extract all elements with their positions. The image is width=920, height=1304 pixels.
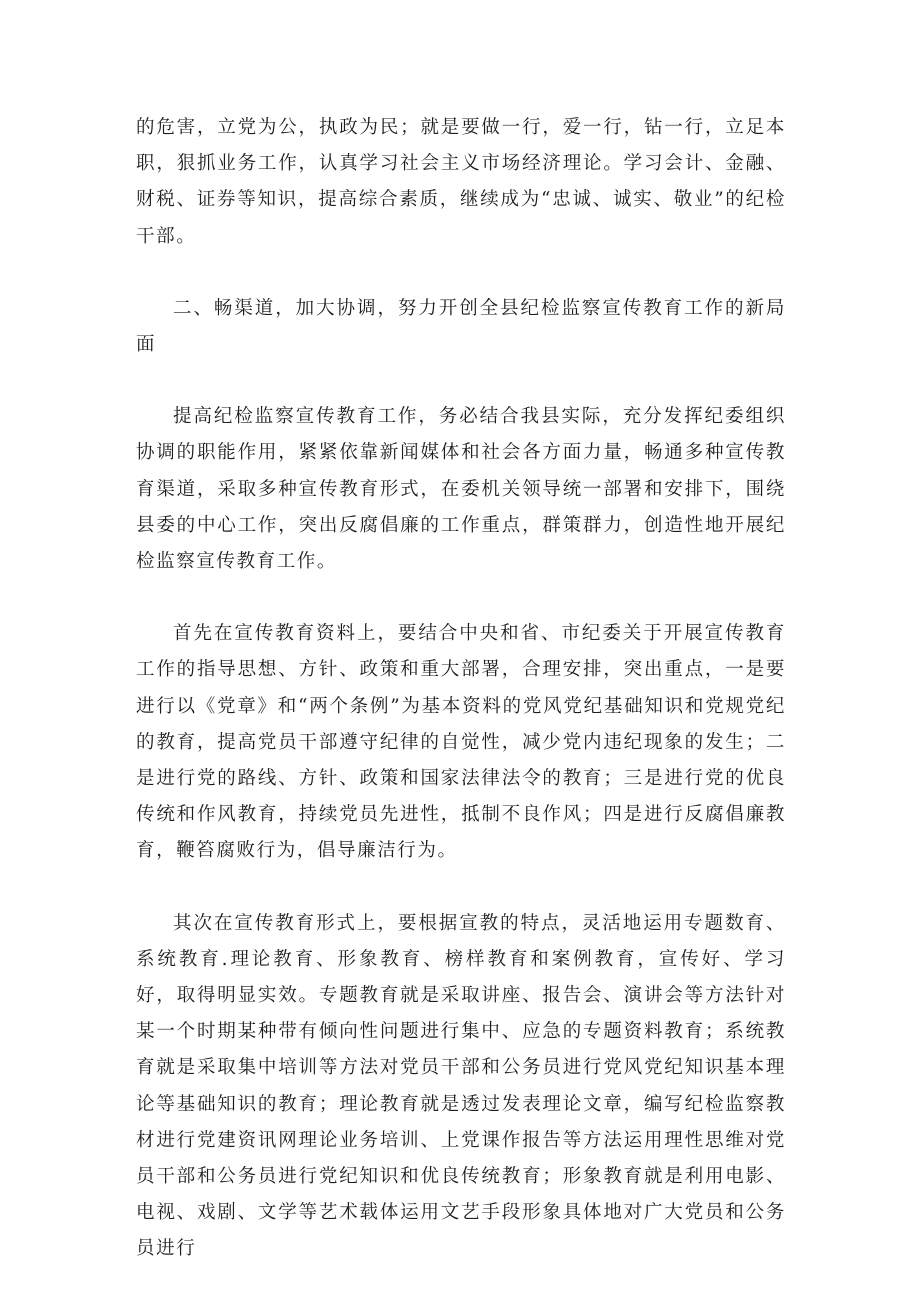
paragraph-body: 首先在宣传教育资料上，要结合中央和省、市纪委关于开展宣传教育工作的指导思想、方针、政策和重大部署，合理安排，突出重点，一是要进行以《党章》和“两个条例”为基本资料的党风党纪基础知识和党规党纪的教育，提高党员干部遵守纪律的自觉性，减少党内违纪现象的发生；二是进行党的路线、方针、政策和国家法律法令的教育；三是进行党的优良传统和作风教育，持续党员先进性，抵制不良作风；四是进行反腐倡廉教育，鞭笞腐败行为，倡导廉洁行为。 bbox=[136, 623, 786, 862]
section-heading: 二、畅渠道，加大协调，努力开创全县纪检监察宣传教育工作的新局面 bbox=[136, 297, 786, 356]
paragraph-body: 其次在宣传教育形式上，要根据宣教的特点，灵活地运用专题数育、系统教育.理论教育、形象教育、榜样教育和案例教育，宣传好、学习好，取得明显实效。专题教育就是采取讲座、报告会、演讲会等方法针对某一个时期某种带有倾向性问题进行集中、应急的专题资料教育；系统教育就是采取集中培训等方法对党员干部和公务员进行党风党纪知识基本理论等基础知识的教育；理论教育就是透过发表理论文章，编写纪检监察教材进行党建资讯网理论业务培训、上党课作报告等方法运用理性思维对党员干部和公务员进行党纪知识和优良传统教育；形象教育就是利用电影、电视、戏剧、文学等艺术载体运用文艺手段形象具体地对广大党员和公务员进行 bbox=[136, 912, 786, 1260]
paragraph-continuation: 的危害，立党为公，执政为民；就是要做一行，爱一行，钻一行，立足本职，狠抓业务工作，认真学习社会主义市场经济理论。学习会计、金融、财税、证券等知识，提高综合素质，继续成为“忠诚、诚实、敬业”的纪检干部。 bbox=[136, 117, 786, 247]
paragraph-body: 提高纪检监察宣传教育工作，务必结合我县实际，充分发挥纪委组织协调的职能作用，紧紧依靠新闻媒体和社会各方面力量，畅通多种宣传教育渠道，采取多种宣传教育形式，在委机关领导统一部署和安排下，围绕县委的中心工作，突出反腐倡廉的工作重点，群策群力，创造性地开展纪检监察宣传教育工作。 bbox=[136, 406, 786, 573]
document-body bbox=[136, 110, 786, 1304]
